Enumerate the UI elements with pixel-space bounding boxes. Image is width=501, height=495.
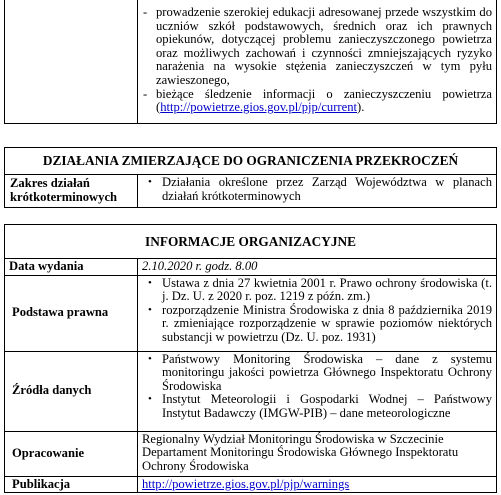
actions-header: DZIAŁANIA ZMIERZAJĄCE DO OGRANICZENIA PRZEKROCZEŃ bbox=[5, 148, 497, 175]
data-sources-cell bbox=[138, 351, 497, 431]
legal-basis-label: Podstawa prawna bbox=[5, 275, 138, 351]
dash-marker: - bbox=[143, 86, 148, 101]
list-item bbox=[142, 277, 492, 304]
list-item bbox=[142, 353, 492, 394]
list-item bbox=[142, 176, 492, 203]
list-item bbox=[142, 393, 492, 420]
education-table bbox=[4, 0, 497, 124]
issue-date-cell bbox=[138, 259, 497, 276]
list-item bbox=[142, 6, 492, 88]
education-list bbox=[142, 6, 492, 115]
list-item-text: prowadzenie szerokiej edukacji adresowanej przede wszystkim do uczniów szkół podstawowych, średnich oraz ich prawnych opiekunów, dotyczącej problemu zanieczyszczonego powietrza oraz możliwych zachowań i czynności zmniejszających ryzyko narażenia na wysokie stężenia zanieczyszczeń w tym pyłu zawieszonego, bbox=[156, 5, 492, 87]
list-item-text: bieżące śledzenie informacji o zanieczyszczeniu powietrza bbox=[156, 86, 492, 101]
bullet-marker: • bbox=[148, 276, 152, 289]
list-item bbox=[142, 304, 492, 345]
list-item-text: Instytut Meteorologii i Gospodarki Wodnej – Państwowy Instytut Badawczy (IMGW-PIB) – dane meteorologiczne bbox=[162, 392, 492, 420]
education-label-cell bbox=[5, 0, 138, 124]
link-tail: ). bbox=[357, 100, 365, 115]
list-item-text: rozporządzenie Ministra Środowiska z dnia 8 października 2019 r. zmieniające rozporządzenie w sprawie poziomów niektórych substancji w powietrzu (Dz. U. poz. 1931) bbox=[162, 302, 492, 344]
publication-label: Publikacja bbox=[5, 476, 138, 493]
issue-date-value: 2.10.2020 r. godz. 8.00 bbox=[142, 259, 258, 273]
publication-link[interactable]: http://powietrze.gios.gov.pl/pjp/warnings bbox=[142, 476, 350, 491]
bullet-marker: • bbox=[148, 176, 152, 188]
data-sources-label: Źródła danych bbox=[5, 351, 138, 431]
short-term-actions-label: Zakres działań krótkoterminowych bbox=[5, 175, 138, 208]
prepared-by-label: Opracowanie bbox=[5, 431, 138, 476]
issue-date-label: Data wydania bbox=[5, 259, 138, 276]
list-item-text: Działania określone przez Zarząd Województwa w planach działań krótkoterminowych bbox=[162, 175, 492, 203]
prepared-by-cell bbox=[138, 431, 497, 476]
list-item-text: Ustawa z dnia 27 kwietnia 2001 r. Prawo ochrony środowiska (t. j. Dz. U. z 2020 r. poz. 1219 z późn. zm.) bbox=[162, 275, 492, 304]
legal-basis-list bbox=[142, 277, 492, 345]
list-item: - bieżące śledzenie informacji o zanieczyszczeniu powietrza (http://powietrze.gios.gov.pl/pjp/current). bbox=[143, 86, 492, 115]
bullet-marker: • bbox=[148, 352, 152, 365]
bullet-marker: • bbox=[148, 393, 152, 406]
organizational-info-table bbox=[4, 224, 497, 493]
legal-basis-cell bbox=[138, 275, 497, 351]
education-content-cell bbox=[138, 0, 497, 124]
actions-table bbox=[4, 147, 497, 208]
data-sources-list bbox=[142, 353, 492, 421]
bullet-marker: • bbox=[148, 303, 152, 316]
current-data-link[interactable]: http://powietrze.gios.gov.pl/pjp/current bbox=[160, 100, 357, 115]
dash-marker: - bbox=[143, 5, 148, 19]
publication-cell bbox=[138, 476, 497, 493]
prepared-by-value: Regionalny Wydział Monitoringu Środowiska w Szczecinie Departament Monitoringu Środowiska Głównego Inspektoratu Ochrony Środowiska bbox=[142, 431, 459, 473]
short-term-actions-cell bbox=[138, 175, 497, 208]
list-item-text: Państwowy Monitoring Środowiska – dane z systemu monitoringu jakości powietrza Głównego Inspektoratu Ochrony Środowiska bbox=[162, 351, 492, 393]
short-term-actions-list bbox=[142, 176, 492, 203]
organizational-info-header: INFORMACJE ORGANIZACYJNE bbox=[5, 225, 497, 259]
